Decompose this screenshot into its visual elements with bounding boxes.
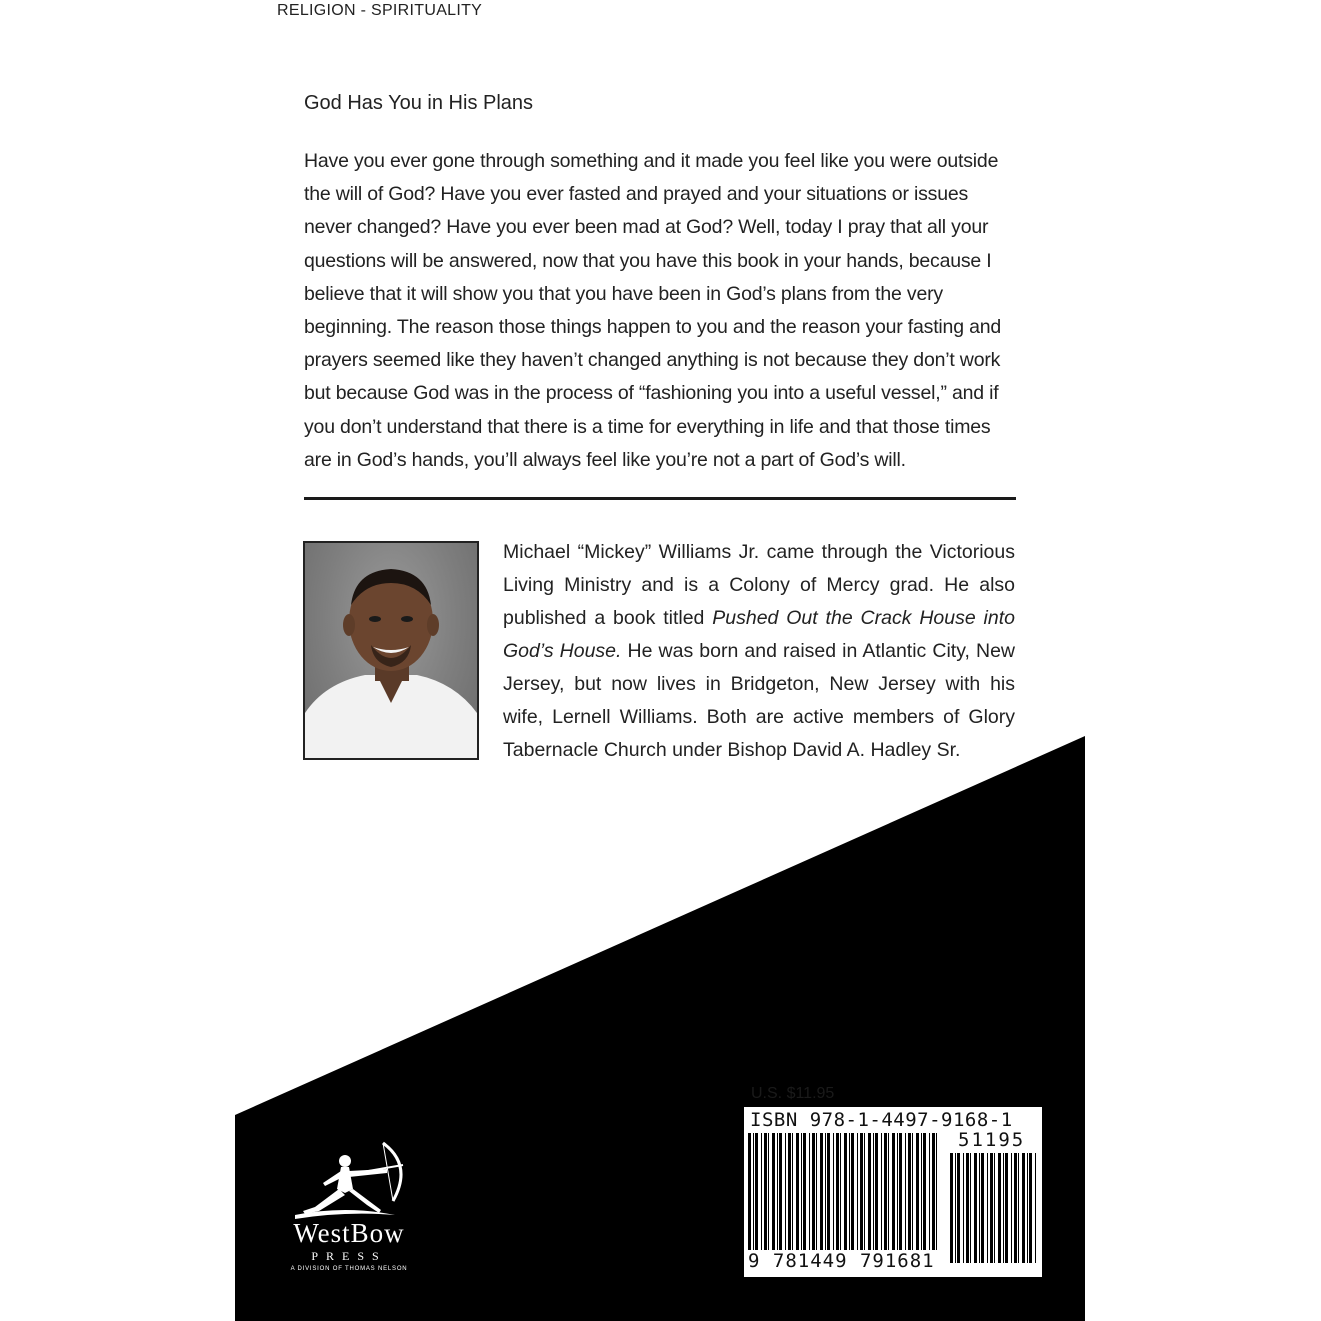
barcode-bar [936,1133,937,1259]
price-label: U.S. $11.95 [751,1085,835,1102]
barcode-bar [777,1133,778,1259]
barcode-bar [929,1133,930,1259]
barcode-bar [981,1153,984,1263]
barcode-bar [844,1133,847,1259]
bio-text-part2: He was born and raised in Atlantic City, New Jersey, but now lives in Bridgeton, New Jersey with his wife, Lernell Williams. Both are active members of Glory Tabernacle Church under Bishop David A. Hadley Sr. [503,640,1015,761]
barcode-box [744,1107,1042,1277]
blurb-text: Have you ever gone through something and it made you feel like you were outside the will of God? Have you ever fasted and prayed and your situations or issues never changed? Have you ever been mad at God? Well, today I pray that all your questions will be answered, now that you have this book in your hands, because I believe that it will show you that you have been in God’s plans from the very beginning. The reason those things happen to you and the reason your fasting and prayers seemed like they haven’t changed anything is not because they don’t work but because God was in the process of “fashioning you into a useful vessel,” and if you don’t understand that there is a time for everything in life and that those times are in God’s hands, you’ll always feel like you’re not a part of God’s will. [304,150,1001,471]
barcode-bar [840,1133,841,1259]
barcode-bar [796,1133,799,1259]
barcode-bar [772,1133,775,1259]
barcode-bar [884,1133,887,1259]
barcode-bar [833,1133,834,1259]
barcode-bar [955,1153,956,1263]
barcode-bar [950,1153,953,1263]
barcode-bar [788,1133,791,1259]
barcode-bar [785,1133,786,1259]
barcode-bar [1035,1153,1036,1263]
barcode-bar [779,1133,782,1259]
barcode-bar [897,1133,898,1259]
barcode-bar [921,1133,922,1259]
barcode-bar [923,1133,926,1259]
barcode-bar [851,1133,854,1259]
barcode-bar [908,1133,911,1259]
barcode-bar [827,1133,830,1259]
barcode-bar [1014,1153,1017,1263]
barcode-bar [803,1133,806,1259]
barcode-bar [987,1153,988,1263]
isbn-text: ISBN 978-1-4497-9168-1 [750,1109,1013,1131]
barcode-bar [932,1133,935,1259]
barcode-bar [974,1153,977,1263]
barcode-bar [809,1133,810,1259]
barcode-bar [761,1133,762,1259]
barcode-bar [979,1153,980,1263]
barcode-bar [820,1133,823,1259]
barcode-bar [1022,1153,1025,1263]
barcode-bar [748,1133,751,1259]
barcode-bar [857,1133,858,1259]
barcode-bar [970,1153,971,1263]
barcode-bar [916,1133,919,1259]
ean-digits: 9 781449 791681 [748,1250,935,1272]
barcode-bar [905,1133,906,1259]
publisher-name: WestBow [293,1218,405,1248]
barcode-bar [1003,1153,1004,1263]
barcode-bar [892,1133,895,1259]
category-label: RELIGION - SPIRITUALITY [277,2,483,19]
barcode-bar [1011,1153,1012,1263]
barcode-bar [836,1133,839,1259]
bio-book-title: Pushed Out the Crack House into God’s House. [503,607,1015,662]
publisher-sub: PRESS [311,1249,387,1263]
barcode-bar [764,1133,767,1259]
publisher-division: A DIVISION OF THOMAS NELSON [290,1266,408,1272]
barcode-bar [768,1133,769,1259]
book-back-cover [235,0,1085,1321]
barcode-bar [963,1153,964,1263]
barcode-bar [753,1133,754,1259]
barcode-bar [994,1153,995,1263]
barcode-bar [881,1133,882,1259]
barcode-bar [816,1133,817,1259]
barcode-bar [912,1133,913,1259]
tagline: God Has You in His Plans [304,92,534,114]
barcode-bar [1005,1153,1008,1263]
barcode-bar [966,1153,969,1263]
barcode-bar [1029,1153,1032,1263]
barcode-bar [875,1133,878,1259]
barcode-bar [755,1133,758,1259]
barcode-bar [873,1133,874,1259]
barcode-bar [957,1153,960,1263]
barcode-bar [888,1133,889,1259]
barcode-bar [990,1153,993,1263]
addon-code: 51195 [958,1129,1026,1151]
barcode-bar [1027,1153,1028,1263]
bio-text-part1: Michael “Mickey” Williams Jr. came through the Victorious Living Ministry and is a Colony of Mercy grad. He also published a book titled [503,541,1015,629]
barcode-bar [868,1133,871,1259]
barcode-bar [825,1133,826,1259]
barcode-bar [812,1133,815,1259]
barcode-bar [998,1153,1001,1263]
barcode-bar [864,1133,865,1259]
barcode-bar [801,1133,802,1259]
barcode-bar [849,1133,850,1259]
barcode-bar [899,1133,902,1259]
barcode-bar [792,1133,793,1259]
barcode-bar [1018,1153,1019,1263]
barcode-bar [860,1133,863,1259]
